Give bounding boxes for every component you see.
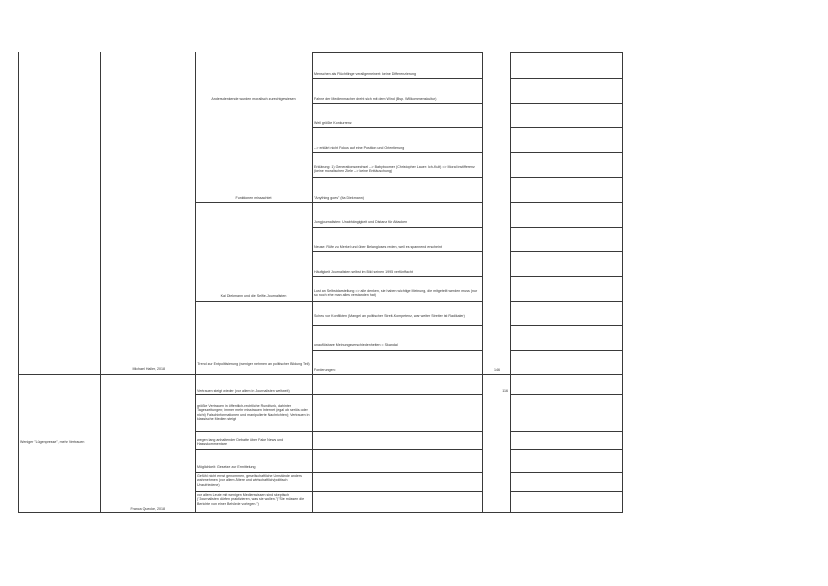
grid-line [510, 431, 622, 432]
grid-line [195, 394, 482, 395]
grid-line [510, 472, 622, 473]
grid-line [100, 52, 101, 374]
table-cell: Lust an Selbstdarstellung => alle denken, sie haben wichtige Meinung, die mitgeteilt werden muss (nur so noch ehe man alles verstanden hat) [314, 289, 478, 298]
grid-line [195, 52, 196, 374]
grid-line [622, 374, 623, 513]
table-cell: Forderungen: [314, 368, 336, 372]
grid-line [195, 449, 482, 450]
table-cell: Vertrauen steigt wieder (vor allem in Journalisten weltweit) [197, 389, 290, 393]
grid-line [510, 177, 622, 178]
grid-line [510, 491, 622, 492]
table-cell: Gefühl nicht ernst genommen, gesellschaftliche Umstände anders wahrnehmen (vor allem Ältere und wirtschaftlich/politisch Unzufriedene) [197, 474, 302, 487]
grid-line [510, 227, 622, 228]
grid-line [195, 472, 482, 473]
table-cell: Möglichkeit: Gesetze zur Ermittelung [197, 465, 256, 469]
category-label: Funktionen missachtet [235, 196, 272, 200]
table-cell: Neuse: Rüfe zu Merkel und über Belangloses reden, weil es spannend erscheint [314, 245, 442, 249]
table-cell: Häufigkeit Journalisten selbst im Bild seinen 1995 verfünffacht [314, 270, 413, 274]
table-cell: unauflösbare Meinungsverschiedenheiten = Skandal [314, 343, 398, 347]
grid-line [510, 127, 622, 128]
table-cell: Fahne der Medienmacher dreht sich mit dem Wind (Bsp. Willkommenskultur) [314, 97, 437, 101]
grid-line [510, 449, 622, 450]
table-cell: Weil größte Konkurrenz [314, 121, 352, 125]
grid-line [510, 301, 622, 302]
grid-line [18, 52, 19, 374]
grid-line [195, 202, 482, 203]
grid-line [510, 325, 622, 326]
category-label: Andersdenkende wurden moralisch zurechtgewiesen [211, 97, 296, 101]
grid-line [312, 152, 482, 153]
grid-line [195, 301, 482, 302]
table-cell: Scheu vor Konflikten (Mangel an politischer Streit-Kompetenz, war weiter Streiter ist Radikaler) [314, 314, 465, 318]
author-label: Franca Quecke, 2018 [130, 507, 165, 511]
grid-line [622, 52, 623, 374]
grid-line [510, 78, 622, 79]
grid-line [312, 78, 482, 79]
table-cell: Erklärung: 1) Generationswechsel --> Babyboomer (Christopher Lauer: Ich-Kult) => Moral instifferenz (keine moralischen Ziele --> keine Enttäuschung) [314, 165, 475, 174]
count-value: 146 [494, 368, 500, 372]
grid-line [18, 512, 622, 513]
grid-line [312, 251, 482, 252]
table-cell: --> erklärt nicht Fokus auf eine Position und Orientierung [314, 146, 405, 150]
grid-line [510, 152, 622, 153]
category-label: Kai Diekmann und die Selfie-Journalisten [220, 294, 287, 298]
section-divider [18, 374, 622, 375]
grid-line [312, 127, 482, 128]
grid-line [18, 374, 19, 513]
topic-label: Weniger "Lügenpresse", mehr Vertrauen [20, 440, 85, 444]
table-cell: Menschen als Flüchtlinge verallgemeinert: keine Differenzierung [314, 72, 417, 76]
author-label: Michael Haller, 2018 [132, 367, 165, 371]
grid-line [100, 374, 101, 513]
grid-line [510, 103, 622, 104]
grid-line [312, 227, 482, 228]
count-value: 116 [502, 389, 508, 393]
grid-line [312, 177, 482, 178]
table-cell: wegen lang anhaltender Debatte über Fake News und Hassskommentare [197, 438, 284, 447]
grid-line [510, 52, 622, 53]
grid-line [510, 276, 622, 277]
grid-line [482, 52, 483, 374]
table-cell: Jungjournalisten: Unabhängigkeit und Distanz für Attacken [314, 220, 408, 224]
table-cell: größte Vertrauen in öffentlich-rechtliche Rundfunk, dahinter Tageszeitungen; immer mehr misstrauen Internet (egal ob seriös oder nicht) Falschinformationen und manipulierte Nachrichten); Vertrauen in klassische Medien steigt [197, 404, 310, 422]
grid-line [195, 491, 482, 492]
grid-line [510, 202, 622, 203]
grid-line [482, 374, 483, 513]
grid-line [510, 251, 622, 252]
table-cell: "Anything goes" (Ita Diekmann) [314, 196, 364, 200]
grid-line [312, 350, 482, 351]
grid-line [312, 103, 482, 104]
grid-line [312, 325, 482, 326]
grid-line [312, 52, 482, 53]
grid-line [510, 394, 622, 395]
category-label: Trend zur Entpolitisierung (weniger nehmen an politischer Bildung Teil) [197, 362, 310, 366]
grid-line [312, 276, 482, 277]
grid-line [510, 350, 622, 351]
grid-line [195, 431, 482, 432]
table-cell: vor allem Leute mit wenigen Medienwissen sind skeptisch ("Journalisten dürfen praktizieren, was sie wollen.")"Sie müssen die Berichte von einer Behörde vorlegen.") [197, 493, 305, 506]
